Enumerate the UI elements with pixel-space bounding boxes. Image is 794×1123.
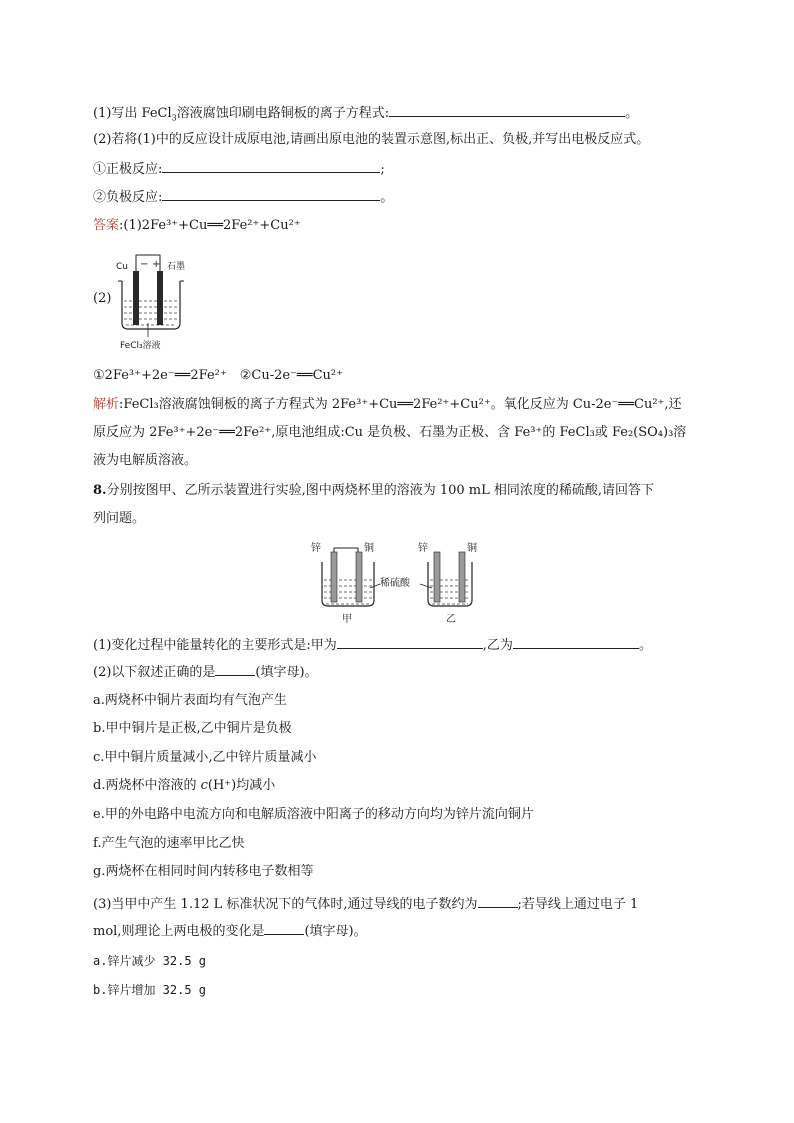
q8-number: 8.	[93, 483, 107, 498]
q8-sub2	[93, 663, 318, 682]
q8-option-d-c: c	[200, 778, 208, 793]
solution-label: FeCl₃溶液	[120, 341, 161, 351]
q8-sub3-blank2[interactable]	[264, 922, 304, 935]
graphite-label: 石墨	[167, 262, 186, 272]
q7-part1	[93, 104, 638, 123]
analysis-text1: :FeCl₃溶液腐蚀铜板的离子方程式为 2Fe³⁺+Cu══2Fe²⁺+Cu²⁺。氧化反应为 Cu-2e⁻══Cu²⁺,还	[119, 397, 682, 412]
q7-part1-sub: 3	[171, 113, 177, 123]
q8-option-d-text2: (H⁺)均减小	[207, 778, 276, 793]
q7-part1-blank[interactable]	[389, 104, 625, 117]
answer-part2-label: (2)	[93, 291, 112, 306]
analysis-line3: 液为电解质溶液。	[93, 453, 198, 468]
q8-option-a: a.两烧杯中铜片表面均有气泡产生	[93, 693, 287, 708]
analysis-label: 解析	[93, 397, 120, 412]
q7-negative	[93, 188, 393, 207]
cu-electrode	[133, 271, 139, 325]
q8-sub3-text-b: ;若导线上通过电子 1	[517, 897, 639, 912]
q8-sub1-blank-yi[interactable]	[513, 636, 639, 649]
q8-sub1-blank-jia[interactable]	[337, 636, 483, 649]
q8-option-c: c.甲中铜片质量减小,乙中锌片质量减小	[93, 750, 317, 765]
cu-label-jia: 铜	[364, 543, 374, 554]
acid-label: 稀硫酸	[380, 578, 410, 589]
q7-positive-blank[interactable]	[162, 160, 380, 173]
q8-sub3-line1	[93, 895, 638, 914]
q8-option-d-text1: d.两烧杯中溶液的	[93, 778, 201, 793]
q8-sub2-blank[interactable]	[215, 663, 255, 676]
zn-label-jia: 锌	[311, 543, 321, 554]
q7-positive-end: ;	[380, 162, 385, 177]
q7-negative-blank[interactable]	[162, 188, 380, 201]
q8-sub3-option-a: a.锌片减少 32.5 g	[93, 954, 207, 968]
cu-label: Cu	[116, 262, 128, 272]
beaker-jia	[322, 548, 374, 606]
q8-option-b: b.甲中铜片是正极,乙中铜片是负极	[93, 721, 292, 736]
analysis-line2: 原反应为 2Fe³⁺+2e⁻══2Fe²⁺,原电池组成:Cu 是负极、石墨为正极、含 Fe³⁺的 FeCl₃或 Fe₂(SO₄)₃溶	[93, 425, 687, 440]
jia-label: 甲	[342, 614, 352, 625]
q8-stem-line2: 列问题。	[93, 511, 146, 526]
answer-line1	[93, 217, 301, 235]
q8-option-f: f.产生气泡的速率甲比乙快	[93, 836, 245, 851]
q8-sub3-blank1[interactable]	[478, 895, 518, 908]
q7-part1-text: (1)写出 FeCl	[93, 106, 172, 121]
minus-sign: −	[140, 259, 149, 270]
cell-solution	[124, 301, 178, 325]
q7-part1-text-b: 溶液腐蚀印刷电路铜板的离子方程式:	[176, 106, 390, 121]
answer-label: 答案	[93, 218, 120, 233]
q7-part1-end: 。	[625, 106, 639, 121]
q8-option-d	[93, 777, 275, 795]
beaker-yi	[428, 552, 472, 606]
q8-sub3-option-b: b.锌片增加 32.5 g	[93, 983, 207, 997]
q7-negative-label: ②负极反应:	[93, 190, 163, 205]
q8-sub3-text-c: mol,则理论上两电极的变化是	[93, 924, 265, 939]
q8-stem1: 分别按图甲、乙所示装置进行实验,图中两烧杯里的溶液为 100 mL 相同浓度的稀硫酸,请回答下	[106, 483, 655, 498]
q8-sub1	[93, 636, 652, 655]
answer-part3: ①2Fe³⁺+2e⁻══2Fe²⁺ ②Cu-2e⁻══Cu²⁺	[93, 368, 343, 383]
answer-part1: :(1)2Fe³⁺+Cu══2Fe²⁺+Cu²⁺	[119, 218, 301, 233]
q7-positive	[93, 160, 385, 179]
q8-sub1-end: 。	[638, 638, 652, 653]
q8-sub1-text-a: (1)变化过程中能量转化的主要形式是:甲为	[93, 638, 337, 653]
graphite-electrode	[157, 271, 163, 325]
q8-sub2-text-b: (填字母)。	[255, 665, 318, 680]
q8-option-e: e.甲的外电路中电流方向和电解质溶液中阳离子的移动方向均为锌片流向铜片	[93, 807, 534, 822]
q8-sub2-text-a: (2)以下叙述正确的是	[93, 665, 216, 680]
q8-option-g: g.两烧杯在相同时间内转移电子数相等	[93, 864, 314, 879]
q8-sub3-text-d: (填字母)。	[304, 924, 367, 939]
q7-negative-end: 。	[380, 190, 394, 205]
zn-label-yi: 锌	[418, 543, 428, 554]
q7-positive-label: ①正极反应:	[93, 162, 163, 177]
beaker-comparison-diagram	[308, 538, 488, 628]
q8-sub1-text-b: ,乙为	[482, 638, 513, 653]
galvanic-cell-diagram	[112, 247, 222, 352]
q7-part2: (2)若将(1)中的反应设计成原电池,请画出原电池的装置示意图,标出正、负极,并写出电极反应式。	[93, 132, 650, 147]
cu-label-yi: 铜	[467, 543, 477, 554]
analysis-line1	[93, 396, 682, 414]
q8-stem-line1	[93, 482, 654, 500]
yi-label: 乙	[446, 614, 456, 625]
q8-sub3-line2	[93, 922, 367, 941]
plus-sign: +	[152, 259, 161, 270]
cell-beaker	[122, 281, 180, 329]
q8-sub3-text-a: (3)当甲中产生 1.12 L 标准状况下的气体时,通过导线的电子数约为	[93, 897, 478, 912]
